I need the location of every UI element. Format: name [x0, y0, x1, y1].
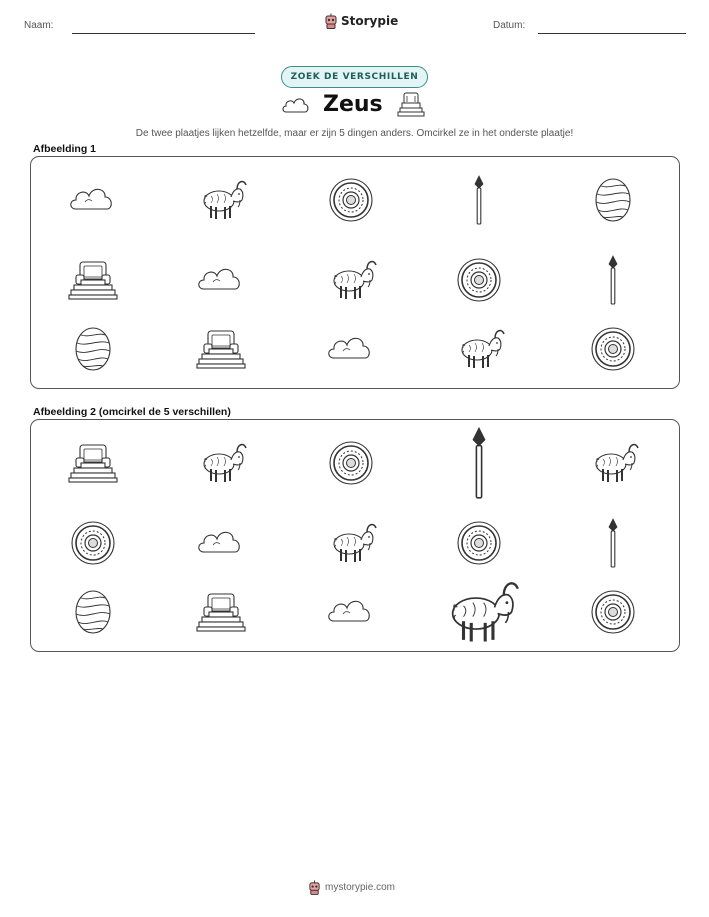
name-line[interactable]	[72, 33, 255, 34]
cloud-icon	[321, 319, 381, 379]
robot-mascot-icon	[308, 880, 321, 895]
picture1-label: Afbeelding 1	[33, 143, 97, 155]
worksheet-type-badge	[281, 66, 428, 88]
cloud-icon	[282, 95, 310, 117]
shield-icon	[449, 250, 509, 310]
wrapped-ball-icon[interactable]	[63, 582, 123, 642]
date-line[interactable]	[538, 33, 686, 34]
throne-icon[interactable]	[191, 582, 251, 642]
cloud-icon	[63, 170, 123, 230]
shield-icon	[583, 319, 643, 379]
throne-icon[interactable]	[63, 433, 123, 493]
footer	[308, 880, 395, 895]
name-label: Naam:	[24, 20, 54, 31]
goat-icon	[449, 319, 509, 379]
shield-icon[interactable]	[583, 582, 643, 642]
shield-icon	[321, 170, 381, 230]
goat-icon[interactable]	[434, 567, 524, 657]
throne-icon	[191, 319, 251, 379]
picture2-label: Afbeelding 2 (omcirkel de 5 verschillen)	[33, 406, 231, 418]
footer-site: mystorypie.com	[325, 882, 396, 893]
goat-icon[interactable]	[583, 433, 643, 493]
picture2-panel[interactable]	[30, 419, 680, 652]
shield-icon[interactable]	[449, 513, 509, 573]
wrapped-ball-icon	[583, 170, 643, 230]
goat-icon[interactable]	[191, 433, 251, 493]
goat-icon	[191, 170, 251, 230]
wrapped-ball-icon	[63, 319, 123, 379]
throne-icon	[63, 250, 123, 310]
brand-logo	[324, 13, 398, 29]
date-label: Datum:	[493, 20, 526, 31]
badge-label: ZOEK DE VERSCHILLEN	[290, 72, 419, 82]
robot-mascot-icon	[324, 13, 338, 29]
shield-icon[interactable]	[321, 433, 381, 493]
brand-name: Storypie	[341, 14, 399, 28]
cloud-icon	[191, 250, 251, 310]
title-row	[280, 92, 430, 122]
spear-icon[interactable]	[434, 418, 524, 508]
instructions: De twee plaatjes lijken hetzelfde, maar er zijn 5 dingen anders. Omcirkel ze in het onderste plaatje!	[135, 128, 574, 139]
picture1-panel	[30, 156, 680, 389]
spear-icon	[583, 250, 643, 310]
cloud-icon[interactable]	[321, 582, 381, 642]
shield-icon[interactable]	[63, 513, 123, 573]
page-title: Zeus	[323, 92, 383, 117]
spear-icon	[449, 170, 509, 230]
spear-icon[interactable]	[583, 513, 643, 573]
goat-icon	[321, 250, 381, 310]
throne-icon	[398, 91, 424, 119]
cloud-icon[interactable]	[191, 513, 251, 573]
goat-icon[interactable]	[321, 513, 381, 573]
